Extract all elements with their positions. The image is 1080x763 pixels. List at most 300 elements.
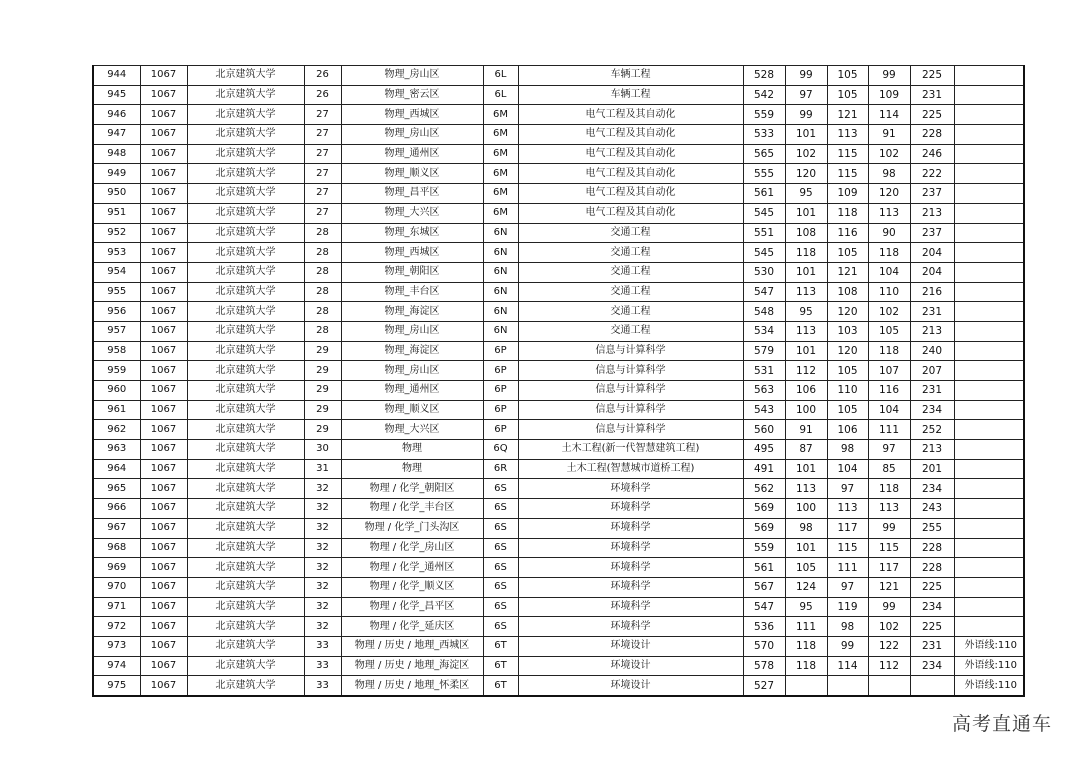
cell-score-chinese: 105 bbox=[785, 558, 827, 578]
cell-total-score: 495 bbox=[743, 440, 785, 460]
cell-group-code: 32 bbox=[304, 558, 341, 578]
table-row bbox=[93, 361, 1024, 381]
cell-remark bbox=[954, 440, 1024, 460]
cell-score-foreign-language: 85 bbox=[868, 459, 910, 479]
cell-major-name: 交通工程 bbox=[518, 302, 743, 322]
cell-score-foreign-language bbox=[868, 676, 910, 696]
cell-school-code: 1067 bbox=[140, 381, 187, 401]
cell-subject-requirement: 物理_西城区 bbox=[341, 243, 483, 263]
cell-row-index: 959 bbox=[93, 361, 140, 381]
cell-subject-requirement: 物理 / 化学_房山区 bbox=[341, 538, 483, 558]
cell-score-chinese: 120 bbox=[785, 164, 827, 184]
cell-score-foreign-language: 99 bbox=[868, 518, 910, 538]
cell-row-index: 965 bbox=[93, 479, 140, 499]
cell-score-foreign-language: 116 bbox=[868, 381, 910, 401]
cell-score-chinese: 101 bbox=[785, 538, 827, 558]
cell-score-chinese: 118 bbox=[785, 243, 827, 263]
table-row bbox=[93, 636, 1024, 656]
cell-subject-requirement: 物理_顺义区 bbox=[341, 400, 483, 420]
cell-school-code: 1067 bbox=[140, 341, 187, 361]
cell-major-code: 6N bbox=[483, 282, 518, 302]
cell-score-chinese: 118 bbox=[785, 656, 827, 676]
cell-group-code: 29 bbox=[304, 400, 341, 420]
cell-total-score: 561 bbox=[743, 184, 785, 204]
cell-row-index: 961 bbox=[93, 400, 140, 420]
cell-score-math: 115 bbox=[827, 538, 868, 558]
cell-remark bbox=[954, 164, 1024, 184]
cell-school-name: 北京建筑大学 bbox=[187, 164, 304, 184]
table-row bbox=[93, 676, 1024, 696]
cell-school-code: 1067 bbox=[140, 125, 187, 145]
cell-major-name: 环境科学 bbox=[518, 538, 743, 558]
cell-major-name: 信息与计算科学 bbox=[518, 341, 743, 361]
cell-subject-requirement: 物理 / 化学_朝阳区 bbox=[341, 479, 483, 499]
cell-subject-requirement: 物理_海淀区 bbox=[341, 341, 483, 361]
cell-remark bbox=[954, 144, 1024, 164]
cell-score-chinese: 111 bbox=[785, 617, 827, 637]
table-row bbox=[93, 538, 1024, 558]
cell-subject-requirement: 物理 / 历史 / 地理_西城区 bbox=[341, 636, 483, 656]
cell-score-foreign-language: 90 bbox=[868, 223, 910, 243]
table-row bbox=[93, 125, 1024, 145]
cell-remark bbox=[954, 66, 1024, 86]
cell-group-code: 28 bbox=[304, 243, 341, 263]
cell-remark bbox=[954, 577, 1024, 597]
cell-score-elective: 225 bbox=[910, 105, 954, 125]
cell-subject-requirement: 物理 / 历史 / 地理_怀柔区 bbox=[341, 676, 483, 696]
cell-major-code: 6N bbox=[483, 262, 518, 282]
cell-score-chinese: 99 bbox=[785, 105, 827, 125]
cell-score-math: 121 bbox=[827, 105, 868, 125]
cell-row-index: 958 bbox=[93, 341, 140, 361]
cell-subject-requirement: 物理_昌平区 bbox=[341, 184, 483, 204]
cell-total-score: 536 bbox=[743, 617, 785, 637]
cell-row-index: 949 bbox=[93, 164, 140, 184]
cell-row-index: 963 bbox=[93, 440, 140, 460]
cell-row-index: 950 bbox=[93, 184, 140, 204]
cell-school-code: 1067 bbox=[140, 420, 187, 440]
table-row bbox=[93, 518, 1024, 538]
cell-row-index: 974 bbox=[93, 656, 140, 676]
table-row bbox=[93, 459, 1024, 479]
cell-total-score: 563 bbox=[743, 381, 785, 401]
cell-school-code: 1067 bbox=[140, 538, 187, 558]
cell-score-foreign-language: 110 bbox=[868, 282, 910, 302]
cell-score-math: 99 bbox=[827, 636, 868, 656]
cell-total-score: 528 bbox=[743, 66, 785, 86]
cell-school-name: 北京建筑大学 bbox=[187, 577, 304, 597]
cell-total-score: 542 bbox=[743, 85, 785, 105]
cell-remark bbox=[954, 321, 1024, 341]
cell-school-code: 1067 bbox=[140, 459, 187, 479]
table-row bbox=[93, 420, 1024, 440]
cell-score-math: 116 bbox=[827, 223, 868, 243]
cell-school-name: 北京建筑大学 bbox=[187, 676, 304, 696]
cell-major-code: 6S bbox=[483, 597, 518, 617]
cell-major-code: 6N bbox=[483, 321, 518, 341]
cell-major-code: 6T bbox=[483, 676, 518, 696]
cell-school-name: 北京建筑大学 bbox=[187, 538, 304, 558]
cell-major-code: 6S bbox=[483, 577, 518, 597]
cell-score-elective: 225 bbox=[910, 577, 954, 597]
cell-group-code: 28 bbox=[304, 321, 341, 341]
cell-remark bbox=[954, 597, 1024, 617]
cell-score-elective: 201 bbox=[910, 459, 954, 479]
cell-remark bbox=[954, 558, 1024, 578]
cell-major-name: 土木工程(新一代智慧建筑工程) bbox=[518, 440, 743, 460]
cell-school-name: 北京建筑大学 bbox=[187, 597, 304, 617]
cell-total-score: 533 bbox=[743, 125, 785, 145]
table-row bbox=[93, 558, 1024, 578]
cell-subject-requirement: 物理_顺义区 bbox=[341, 164, 483, 184]
cell-score-math: 105 bbox=[827, 85, 868, 105]
cell-score-chinese: 108 bbox=[785, 223, 827, 243]
cell-group-code: 32 bbox=[304, 479, 341, 499]
table-row bbox=[93, 577, 1024, 597]
cell-score-foreign-language: 112 bbox=[868, 656, 910, 676]
cell-subject-requirement: 物理 / 化学_通州区 bbox=[341, 558, 483, 578]
cell-school-name: 北京建筑大学 bbox=[187, 262, 304, 282]
cell-score-math: 115 bbox=[827, 164, 868, 184]
cell-score-math: 110 bbox=[827, 381, 868, 401]
cell-score-chinese: 101 bbox=[785, 459, 827, 479]
cell-score-elective: 225 bbox=[910, 66, 954, 86]
table-row bbox=[93, 499, 1024, 519]
cell-score-math: 109 bbox=[827, 184, 868, 204]
table-row bbox=[93, 381, 1024, 401]
cell-score-math: 120 bbox=[827, 302, 868, 322]
cell-school-name: 北京建筑大学 bbox=[187, 321, 304, 341]
cell-group-code: 33 bbox=[304, 636, 341, 656]
cell-major-code: 6S bbox=[483, 518, 518, 538]
cell-score-chinese: 87 bbox=[785, 440, 827, 460]
cell-school-code: 1067 bbox=[140, 223, 187, 243]
cell-score-foreign-language: 98 bbox=[868, 164, 910, 184]
cell-major-name: 车辆工程 bbox=[518, 66, 743, 86]
cell-subject-requirement: 物理_海淀区 bbox=[341, 302, 483, 322]
cell-score-elective: 234 bbox=[910, 656, 954, 676]
cell-score-foreign-language: 91 bbox=[868, 125, 910, 145]
cell-major-name: 环境设计 bbox=[518, 676, 743, 696]
cell-remark bbox=[954, 420, 1024, 440]
cell-row-index: 975 bbox=[93, 676, 140, 696]
cell-score-elective: 231 bbox=[910, 85, 954, 105]
cell-score-math: 105 bbox=[827, 400, 868, 420]
cell-score-chinese: 100 bbox=[785, 400, 827, 420]
cell-score-foreign-language: 99 bbox=[868, 66, 910, 86]
cell-score-chinese: 113 bbox=[785, 321, 827, 341]
cell-subject-requirement: 物理 bbox=[341, 440, 483, 460]
cell-remark bbox=[954, 361, 1024, 381]
cell-school-code: 1067 bbox=[140, 440, 187, 460]
cell-major-code: 6P bbox=[483, 361, 518, 381]
cell-major-name: 环境设计 bbox=[518, 636, 743, 656]
table-row bbox=[93, 85, 1024, 105]
cell-row-index: 955 bbox=[93, 282, 140, 302]
cell-total-score: 543 bbox=[743, 400, 785, 420]
cell-score-foreign-language: 120 bbox=[868, 184, 910, 204]
cell-school-code: 1067 bbox=[140, 184, 187, 204]
cell-major-name: 信息与计算科学 bbox=[518, 381, 743, 401]
cell-score-math: 120 bbox=[827, 341, 868, 361]
cell-row-index: 966 bbox=[93, 499, 140, 519]
cell-remark bbox=[954, 381, 1024, 401]
cell-major-name: 交通工程 bbox=[518, 321, 743, 341]
cell-score-chinese: 101 bbox=[785, 262, 827, 282]
cell-score-chinese: 102 bbox=[785, 144, 827, 164]
cell-major-name: 环境科学 bbox=[518, 518, 743, 538]
cell-group-code: 32 bbox=[304, 597, 341, 617]
cell-score-math: 98 bbox=[827, 440, 868, 460]
cell-score-elective: 213 bbox=[910, 440, 954, 460]
cell-subject-requirement: 物理_朝阳区 bbox=[341, 262, 483, 282]
cell-score-chinese: 113 bbox=[785, 282, 827, 302]
cell-remark bbox=[954, 341, 1024, 361]
cell-major-name: 电气工程及其自动化 bbox=[518, 203, 743, 223]
cell-score-math: 105 bbox=[827, 66, 868, 86]
cell-score-foreign-language: 113 bbox=[868, 203, 910, 223]
cell-score-chinese: 95 bbox=[785, 597, 827, 617]
cell-score-chinese: 124 bbox=[785, 577, 827, 597]
cell-row-index: 952 bbox=[93, 223, 140, 243]
cell-total-score: 491 bbox=[743, 459, 785, 479]
cell-group-code: 32 bbox=[304, 538, 341, 558]
cell-score-math: 97 bbox=[827, 577, 868, 597]
cell-score-foreign-language: 99 bbox=[868, 597, 910, 617]
cell-subject-requirement: 物理 / 化学_门头沟区 bbox=[341, 518, 483, 538]
cell-major-name: 交通工程 bbox=[518, 223, 743, 243]
cell-score-elective: 225 bbox=[910, 617, 954, 637]
cell-subject-requirement: 物理 / 化学_昌平区 bbox=[341, 597, 483, 617]
cell-subject-requirement: 物理 bbox=[341, 459, 483, 479]
cell-remark bbox=[954, 125, 1024, 145]
score-table-body bbox=[93, 66, 1024, 697]
cell-total-score: 562 bbox=[743, 479, 785, 499]
cell-group-code: 27 bbox=[304, 105, 341, 125]
cell-total-score: 559 bbox=[743, 105, 785, 125]
cell-group-code: 33 bbox=[304, 676, 341, 696]
cell-school-name: 北京建筑大学 bbox=[187, 400, 304, 420]
cell-major-code: 6R bbox=[483, 459, 518, 479]
cell-remark bbox=[954, 243, 1024, 263]
cell-major-code: 6Q bbox=[483, 440, 518, 460]
cell-school-name: 北京建筑大学 bbox=[187, 66, 304, 86]
table-row bbox=[93, 105, 1024, 125]
cell-school-code: 1067 bbox=[140, 518, 187, 538]
cell-major-name: 交通工程 bbox=[518, 262, 743, 282]
table-row bbox=[93, 440, 1024, 460]
cell-total-score: 531 bbox=[743, 361, 785, 381]
cell-major-name: 环境科学 bbox=[518, 479, 743, 499]
cell-subject-requirement: 物理_西城区 bbox=[341, 105, 483, 125]
cell-major-name: 土木工程(智慧城市道桥工程) bbox=[518, 459, 743, 479]
table-row bbox=[93, 617, 1024, 637]
cell-row-index: 970 bbox=[93, 577, 140, 597]
cell-score-elective: 213 bbox=[910, 203, 954, 223]
cell-score-elective: 237 bbox=[910, 223, 954, 243]
cell-row-index: 954 bbox=[93, 262, 140, 282]
cell-school-name: 北京建筑大学 bbox=[187, 105, 304, 125]
cell-school-name: 北京建筑大学 bbox=[187, 361, 304, 381]
score-table bbox=[92, 65, 1025, 697]
cell-remark bbox=[954, 538, 1024, 558]
cell-score-elective: 216 bbox=[910, 282, 954, 302]
cell-score-chinese: 91 bbox=[785, 420, 827, 440]
cell-score-foreign-language: 104 bbox=[868, 400, 910, 420]
cell-school-name: 北京建筑大学 bbox=[187, 459, 304, 479]
cell-major-name: 环境科学 bbox=[518, 499, 743, 519]
cell-major-name: 电气工程及其自动化 bbox=[518, 125, 743, 145]
cell-score-foreign-language: 97 bbox=[868, 440, 910, 460]
cell-major-name: 交通工程 bbox=[518, 243, 743, 263]
cell-major-code: 6M bbox=[483, 164, 518, 184]
cell-school-name: 北京建筑大学 bbox=[187, 617, 304, 637]
cell-school-code: 1067 bbox=[140, 66, 187, 86]
cell-score-foreign-language: 104 bbox=[868, 262, 910, 282]
cell-score-elective bbox=[910, 676, 954, 696]
cell-row-index: 968 bbox=[93, 538, 140, 558]
cell-subject-requirement: 物理_大兴区 bbox=[341, 203, 483, 223]
cell-score-chinese: 98 bbox=[785, 518, 827, 538]
cell-school-name: 北京建筑大学 bbox=[187, 125, 304, 145]
cell-score-foreign-language: 102 bbox=[868, 144, 910, 164]
cell-group-code: 28 bbox=[304, 302, 341, 322]
cell-row-index: 948 bbox=[93, 144, 140, 164]
table-row bbox=[93, 66, 1024, 86]
cell-score-math: 105 bbox=[827, 361, 868, 381]
table-row bbox=[93, 243, 1024, 263]
cell-subject-requirement: 物理 / 化学_顺义区 bbox=[341, 577, 483, 597]
cell-group-code: 29 bbox=[304, 361, 341, 381]
table-row bbox=[93, 164, 1024, 184]
cell-score-chinese: 118 bbox=[785, 636, 827, 656]
cell-remark bbox=[954, 262, 1024, 282]
table-row bbox=[93, 184, 1024, 204]
cell-score-elective: 204 bbox=[910, 243, 954, 263]
cell-score-chinese: 113 bbox=[785, 479, 827, 499]
cell-school-name: 北京建筑大学 bbox=[187, 440, 304, 460]
cell-score-chinese: 95 bbox=[785, 184, 827, 204]
cell-score-elective: 234 bbox=[910, 479, 954, 499]
table-row bbox=[93, 203, 1024, 223]
cell-major-code: 6L bbox=[483, 66, 518, 86]
cell-major-name: 环境科学 bbox=[518, 617, 743, 637]
cell-score-elective: 234 bbox=[910, 597, 954, 617]
cell-row-index: 956 bbox=[93, 302, 140, 322]
table-row bbox=[93, 223, 1024, 243]
cell-score-elective: 234 bbox=[910, 400, 954, 420]
cell-major-name: 环境科学 bbox=[518, 577, 743, 597]
cell-major-code: 6M bbox=[483, 184, 518, 204]
cell-major-code: 6P bbox=[483, 341, 518, 361]
cell-school-name: 北京建筑大学 bbox=[187, 479, 304, 499]
cell-subject-requirement: 物理_房山区 bbox=[341, 125, 483, 145]
cell-subject-requirement: 物理_房山区 bbox=[341, 361, 483, 381]
cell-score-math: 118 bbox=[827, 203, 868, 223]
cell-group-code: 32 bbox=[304, 518, 341, 538]
cell-major-code: 6S bbox=[483, 479, 518, 499]
cell-remark: 外语线:110 bbox=[954, 636, 1024, 656]
cell-subject-requirement: 物理_丰台区 bbox=[341, 282, 483, 302]
cell-score-elective: 204 bbox=[910, 262, 954, 282]
cell-subject-requirement: 物理_密云区 bbox=[341, 85, 483, 105]
cell-school-name: 北京建筑大学 bbox=[187, 656, 304, 676]
cell-score-math: 113 bbox=[827, 125, 868, 145]
cell-score-math: 108 bbox=[827, 282, 868, 302]
cell-total-score: 569 bbox=[743, 499, 785, 519]
cell-major-code: 6M bbox=[483, 125, 518, 145]
cell-score-math: 117 bbox=[827, 518, 868, 538]
cell-score-math: 106 bbox=[827, 420, 868, 440]
cell-score-elective: 231 bbox=[910, 302, 954, 322]
cell-school-code: 1067 bbox=[140, 597, 187, 617]
cell-total-score: 559 bbox=[743, 538, 785, 558]
cell-remark bbox=[954, 282, 1024, 302]
cell-score-foreign-language: 121 bbox=[868, 577, 910, 597]
cell-score-chinese bbox=[785, 676, 827, 696]
cell-score-chinese: 97 bbox=[785, 85, 827, 105]
cell-score-math: 119 bbox=[827, 597, 868, 617]
cell-score-math: 111 bbox=[827, 558, 868, 578]
cell-total-score: 570 bbox=[743, 636, 785, 656]
cell-score-elective: 255 bbox=[910, 518, 954, 538]
cell-major-code: 6P bbox=[483, 400, 518, 420]
cell-group-code: 27 bbox=[304, 144, 341, 164]
cell-major-name: 环境科学 bbox=[518, 597, 743, 617]
cell-remark: 外语线:110 bbox=[954, 676, 1024, 696]
cell-major-code: 6T bbox=[483, 636, 518, 656]
cell-score-math: 105 bbox=[827, 243, 868, 263]
cell-major-code: 6M bbox=[483, 203, 518, 223]
cell-score-foreign-language: 118 bbox=[868, 341, 910, 361]
cell-school-code: 1067 bbox=[140, 321, 187, 341]
cell-row-index: 951 bbox=[93, 203, 140, 223]
cell-score-elective: 228 bbox=[910, 558, 954, 578]
cell-row-index: 960 bbox=[93, 381, 140, 401]
cell-major-name: 电气工程及其自动化 bbox=[518, 105, 743, 125]
cell-major-code: 6N bbox=[483, 243, 518, 263]
cell-group-code: 27 bbox=[304, 125, 341, 145]
cell-school-name: 北京建筑大学 bbox=[187, 499, 304, 519]
table-row bbox=[93, 144, 1024, 164]
cell-row-index: 967 bbox=[93, 518, 140, 538]
cell-score-foreign-language: 113 bbox=[868, 499, 910, 519]
cell-school-name: 北京建筑大学 bbox=[187, 420, 304, 440]
cell-remark bbox=[954, 400, 1024, 420]
cell-score-chinese: 100 bbox=[785, 499, 827, 519]
cell-remark bbox=[954, 223, 1024, 243]
cell-total-score: 527 bbox=[743, 676, 785, 696]
cell-score-math: 98 bbox=[827, 617, 868, 637]
cell-remark bbox=[954, 105, 1024, 125]
cell-total-score: 545 bbox=[743, 203, 785, 223]
cell-major-name: 信息与计算科学 bbox=[518, 420, 743, 440]
cell-group-code: 26 bbox=[304, 85, 341, 105]
cell-major-name: 电气工程及其自动化 bbox=[518, 164, 743, 184]
cell-score-foreign-language: 118 bbox=[868, 479, 910, 499]
cell-score-foreign-language: 102 bbox=[868, 302, 910, 322]
cell-total-score: 560 bbox=[743, 420, 785, 440]
cell-major-code: 6S bbox=[483, 558, 518, 578]
cell-score-math: 121 bbox=[827, 262, 868, 282]
cell-score-elective: 237 bbox=[910, 184, 954, 204]
table-row bbox=[93, 400, 1024, 420]
cell-school-name: 北京建筑大学 bbox=[187, 203, 304, 223]
cell-group-code: 28 bbox=[304, 223, 341, 243]
cell-school-name: 北京建筑大学 bbox=[187, 223, 304, 243]
cell-school-code: 1067 bbox=[140, 282, 187, 302]
cell-school-code: 1067 bbox=[140, 400, 187, 420]
